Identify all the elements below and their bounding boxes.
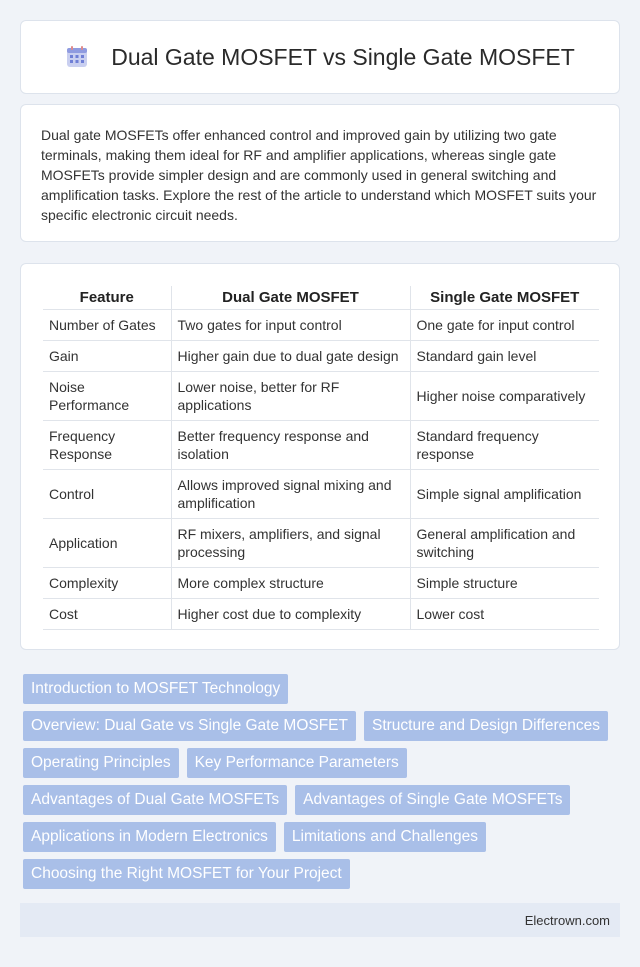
table-cell: Gain — [43, 341, 171, 372]
tag-row — [23, 859, 623, 889]
table-header-row — [43, 286, 599, 310]
topic-tag-link[interactable]: Limitations and Challenges — [284, 822, 486, 852]
topic-tag-link[interactable]: Advantages of Single Gate MOSFETs — [295, 785, 570, 815]
table-cell: General amplification and switching — [410, 519, 599, 568]
topic-tag-link[interactable]: Choosing the Right MOSFET for Your Project — [23, 859, 350, 889]
table-cell: Cost — [43, 599, 171, 630]
table-cell: Lower cost — [410, 599, 599, 630]
table-cell: Complexity — [43, 568, 171, 599]
table-row — [43, 470, 599, 519]
topic-tag-link[interactable]: Introduction to MOSFET Technology — [23, 674, 288, 704]
table-row — [43, 310, 599, 341]
title-card — [20, 20, 620, 94]
table-cell: Control — [43, 470, 171, 519]
table-cell: Application — [43, 519, 171, 568]
topic-tag-link[interactable]: Overview: Dual Gate vs Single Gate MOSFET — [23, 711, 356, 741]
table-row — [43, 568, 599, 599]
comparison-table — [43, 286, 599, 630]
table-cell: Two gates for input control — [171, 310, 410, 341]
page-title: Dual Gate MOSFET vs Single Gate MOSFET — [111, 43, 575, 70]
table-cell: More complex structure — [171, 568, 410, 599]
header-dual-gate: Dual Gate MOSFET — [171, 286, 410, 310]
footer — [20, 903, 620, 937]
topic-tag-link[interactable]: Key Performance Parameters — [187, 748, 407, 778]
tag-row — [23, 674, 623, 704]
table-cell: Standard frequency response — [410, 421, 599, 470]
tag-row — [23, 785, 623, 815]
table-row — [43, 519, 599, 568]
table-cell: Simple structure — [410, 568, 599, 599]
table-cell: Higher noise comparatively — [410, 372, 599, 421]
tag-row — [23, 822, 623, 852]
calendar-grid-icon — [65, 45, 89, 69]
table-cell: Higher gain due to dual gate design — [171, 341, 410, 372]
table-row — [43, 341, 599, 372]
topic-tags — [23, 674, 623, 896]
table-row — [43, 421, 599, 470]
table-cell: One gate for input control — [410, 310, 599, 341]
table-cell: Higher cost due to complexity — [171, 599, 410, 630]
table-row — [43, 372, 599, 421]
topic-tag-link[interactable]: Applications in Modern Electronics — [23, 822, 276, 852]
table-cell: Lower noise, better for RF applications — [171, 372, 410, 421]
table-cell: RF mixers, amplifiers, and signal processing — [171, 519, 410, 568]
intro-card — [20, 104, 620, 242]
intro-paragraph: Dual gate MOSFETs offer enhanced control and improved gain by utilizing two gate terminals, making them ideal for RF and amplifier applications, whereas single gate MOSFETs provide simpler design and are commonly used in general switching and amplification tasks. Explore the rest of the article to understand which MOSFET suits your specific electronic circuit needs. — [41, 127, 597, 223]
tag-row — [23, 711, 623, 741]
footer-site[interactable]: Electrown.com — [524, 912, 610, 928]
table-cell: Noise Performance — [43, 372, 171, 421]
table-cell: Standard gain level — [410, 341, 599, 372]
table-cell: Better frequency response and isolation — [171, 421, 410, 470]
topic-tag-link[interactable]: Structure and Design Differences — [364, 711, 608, 741]
table-cell: Number of Gates — [43, 310, 171, 341]
header-feature: Feature — [43, 286, 171, 310]
tag-row — [23, 748, 623, 778]
comparison-table-card — [20, 263, 620, 650]
table-cell: Allows improved signal mixing and amplification — [171, 470, 410, 519]
header-single-gate: Single Gate MOSFET — [410, 286, 599, 310]
topic-tag-link[interactable]: Operating Principles — [23, 748, 179, 778]
table-cell: Simple signal amplification — [410, 470, 599, 519]
table-row — [43, 599, 599, 630]
table-cell: Frequency Response — [43, 421, 171, 470]
topic-tag-link[interactable]: Advantages of Dual Gate MOSFETs — [23, 785, 287, 815]
